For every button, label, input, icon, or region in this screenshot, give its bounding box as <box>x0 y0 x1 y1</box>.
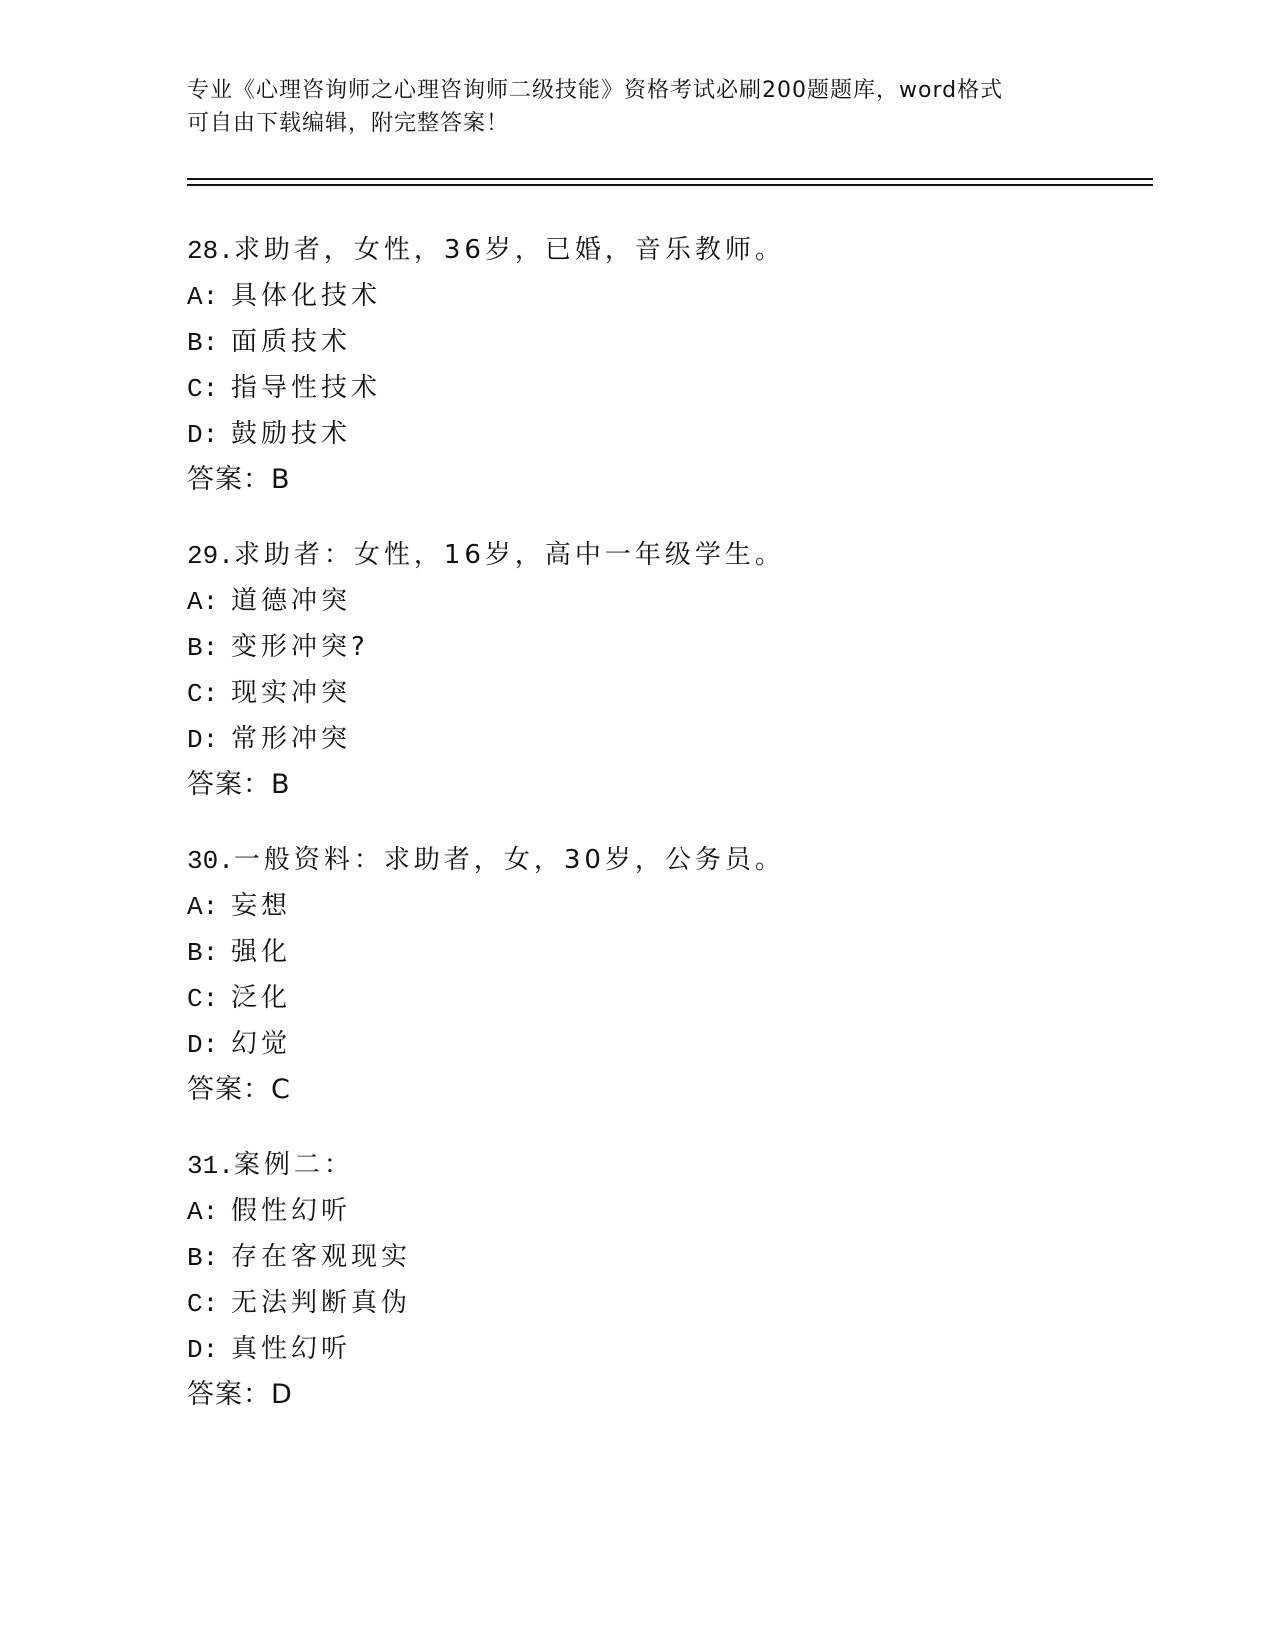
option-a <box>187 281 1087 311</box>
header-divider-top <box>187 178 1153 180</box>
question-number: 31. <box>187 1151 234 1181</box>
answer: 答案：C <box>187 1074 291 1105</box>
question-text: 一般资料：求助者，女，30岁，公务员。 <box>233 845 785 875</box>
document-header <box>187 74 1087 140</box>
answer: 答案：B <box>187 769 291 800</box>
option-text: 存在客观现实 <box>231 1242 412 1272</box>
option-letter: B: <box>187 633 219 663</box>
option-a <box>187 891 1087 921</box>
option-letter: C: <box>187 679 219 709</box>
option-letter: D: <box>187 1335 219 1365</box>
question-number: 28. <box>187 236 234 266</box>
header-line-1: 专业《心理咨询师之心理咨询师二级技能》资格考试必刷200题题库，word格式 <box>187 78 1004 103</box>
option-text: 假性幻听 <box>231 1196 352 1226</box>
option-letter: C: <box>187 374 219 404</box>
option-c <box>187 1288 1087 1318</box>
option-text: 泛化 <box>231 983 292 1013</box>
question-number: 29. <box>187 541 234 571</box>
answer: 答案：D <box>187 1379 293 1410</box>
option-letter: A: <box>187 587 219 617</box>
option-letter: B: <box>187 328 219 358</box>
question-stem <box>187 845 1087 875</box>
option-letter: A: <box>187 1197 219 1227</box>
option-text: 无法判断真伪 <box>231 1288 412 1318</box>
option-b <box>187 632 1087 662</box>
option-b <box>187 937 1087 967</box>
option-text: 强化 <box>231 937 292 967</box>
option-letter: A: <box>187 282 219 312</box>
question-number: 30. <box>187 846 234 876</box>
option-text: 妄想 <box>231 891 292 921</box>
question-stem <box>187 540 1087 570</box>
question-list <box>187 235 1087 1455</box>
answer: 答案：B <box>187 464 291 495</box>
question-text: 求助者：女性，16岁，高中一年级学生。 <box>233 540 785 570</box>
option-letter: D: <box>187 725 219 755</box>
option-a <box>187 1196 1087 1226</box>
option-d <box>187 419 1087 449</box>
option-text: 现实冲突 <box>231 678 352 708</box>
option-b <box>187 327 1087 357</box>
option-letter: A: <box>187 892 219 922</box>
option-b <box>187 1242 1087 1272</box>
question-text: 案例二： <box>233 1150 354 1180</box>
header-line-2: 可自由下载编辑，附完整答案！ <box>187 111 510 136</box>
option-text: 具体化技术 <box>231 281 382 311</box>
question-28 <box>187 235 1087 495</box>
question-31 <box>187 1150 1087 1410</box>
question-text: 求助者，女性，36岁，已婚，音乐教师。 <box>233 235 785 265</box>
option-c <box>187 983 1087 1013</box>
question-29 <box>187 540 1087 800</box>
option-text: 道德冲突 <box>231 586 352 616</box>
option-text: 面质技术 <box>231 327 352 357</box>
option-letter: D: <box>187 420 219 450</box>
option-letter: C: <box>187 1289 219 1319</box>
option-c <box>187 373 1087 403</box>
option-text: 指导性技术 <box>231 373 382 403</box>
option-d <box>187 724 1087 754</box>
option-letter: B: <box>187 1243 219 1273</box>
option-text: 鼓励技术 <box>231 419 352 449</box>
option-text: 常形冲突 <box>231 724 352 754</box>
option-d <box>187 1334 1087 1364</box>
option-letter: C: <box>187 984 219 1014</box>
option-text: 真性幻听 <box>231 1334 352 1364</box>
header-divider-bottom <box>187 184 1153 186</box>
option-c <box>187 678 1087 708</box>
option-a <box>187 586 1087 616</box>
option-d <box>187 1029 1087 1059</box>
question-stem <box>187 1150 1087 1180</box>
option-letter: B: <box>187 938 219 968</box>
option-letter: D: <box>187 1030 219 1060</box>
question-30 <box>187 845 1087 1105</box>
option-text: 幻觉 <box>231 1029 292 1059</box>
option-text: 变形冲突? <box>231 632 369 662</box>
question-stem <box>187 235 1087 265</box>
